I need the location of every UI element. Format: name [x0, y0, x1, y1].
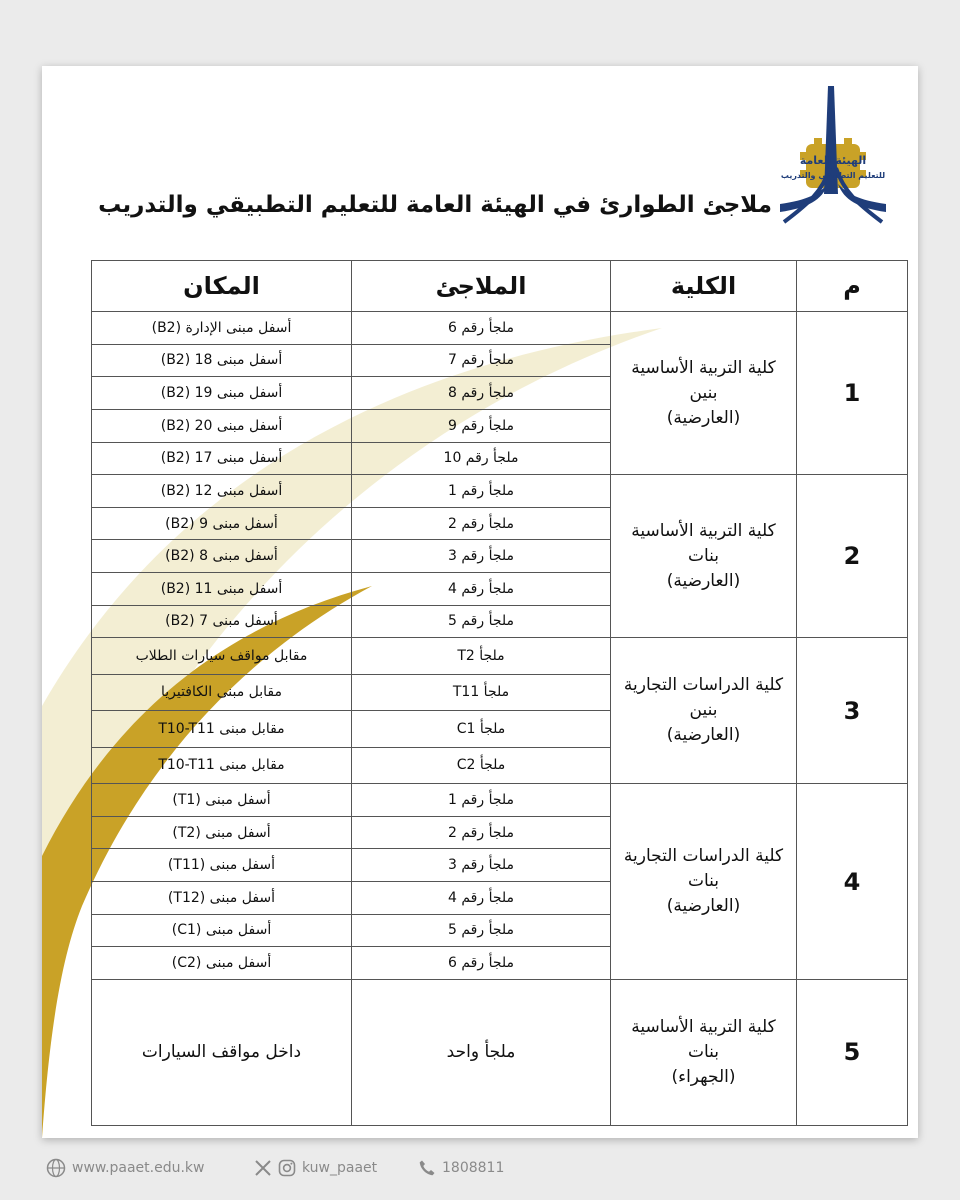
- location-cell: أسفل مبنى الإدارة (B2): [92, 312, 352, 345]
- faculty-cell: [611, 784, 797, 980]
- phone-link[interactable]: [418, 1156, 504, 1180]
- shelter-cell: ملجأ T2: [352, 638, 611, 674]
- location-cell: أسفل مبنى 11 (B2): [92, 573, 352, 606]
- shelter-cell: ملجأ رقم 2: [352, 816, 611, 849]
- shelter-cell: ملجأ رقم 3: [352, 540, 611, 573]
- location-cell: أسفل مبنى 17 (B2): [92, 442, 352, 475]
- faculty-line: بنات: [687, 871, 720, 891]
- location-cell: أسفل مبنى (C1): [92, 914, 352, 947]
- faculty-cell: [611, 638, 797, 784]
- faculty-line: (العارضية): [666, 896, 741, 916]
- faculty-line: بنين: [689, 382, 718, 403]
- faculty-line: (العارضية): [666, 570, 741, 591]
- row-number: 3: [797, 638, 908, 784]
- faculty-line: (العارضية): [666, 725, 741, 746]
- header-faculty: الكلية: [611, 261, 797, 312]
- header-shelter: الملاجئ: [352, 261, 611, 312]
- footer: [46, 1156, 906, 1180]
- faculty-cell: [611, 312, 797, 475]
- row-number: 1: [797, 312, 908, 475]
- table-header-row: [92, 261, 908, 312]
- social-link[interactable]: [254, 1156, 377, 1180]
- location-cell: أسفل مبنى (T1): [92, 784, 352, 817]
- shelter-cell: ملجأ رقم 10: [352, 442, 611, 475]
- location-cell: أسفل مبنى (T11): [92, 849, 352, 882]
- page-title: ملاجئ الطوارئ في الهيئة العامة للتعليم التطبيقي والتدريب: [98, 192, 772, 218]
- paaet-logo-icon: [778, 84, 888, 232]
- location-cell: أسفل مبنى 9 (B2): [92, 507, 352, 540]
- shelter-cell: ملجأ رقم 2: [352, 507, 611, 540]
- header-num: م: [797, 261, 908, 312]
- shelter-cell: ملجأ T11: [352, 674, 611, 710]
- website-link[interactable]: [46, 1156, 205, 1180]
- location-cell: أسفل مبنى 19 (B2): [92, 377, 352, 410]
- globe-icon: [46, 1158, 66, 1178]
- faculty-line: (العارضية): [666, 407, 741, 428]
- svg-text:للتعليم التطبيقي والتدريب: للتعليم التطبيقي والتدريب: [780, 171, 886, 180]
- table-row: [92, 638, 908, 674]
- shelter-cell: ملجأ رقم 3: [352, 849, 611, 882]
- faculty-line: كلية التربية الأساسية: [631, 357, 776, 378]
- shelter-cell: ملجأ رقم 5: [352, 914, 611, 947]
- row-number: 4: [797, 784, 908, 980]
- shelter-cell: ملجأ رقم 1: [352, 784, 611, 817]
- location-cell: أسفل مبنى 20 (B2): [92, 409, 352, 442]
- faculty-line: كلية التربية الأساسية: [631, 1016, 776, 1037]
- location-cell: أسفل مبنى 18 (B2): [92, 344, 352, 377]
- location-cell: داخل مواقف السيارات: [92, 979, 352, 1125]
- location-cell: أسفل مبنى (C2): [92, 947, 352, 980]
- row-number: 5: [797, 979, 908, 1125]
- faculty-line: بنات: [687, 545, 720, 566]
- table-row: [92, 475, 908, 508]
- location-cell: أسفل مبنى 7 (B2): [92, 605, 352, 638]
- location-cell: أسفل مبنى 12 (B2): [92, 475, 352, 508]
- shelter-cell: ملجأ واحد: [352, 979, 611, 1125]
- faculty-cell: [611, 979, 797, 1125]
- faculty-line: كلية الدراسات التجارية: [623, 675, 784, 696]
- table-row: [92, 312, 908, 345]
- shelter-cell: ملجأ رقم 6: [352, 947, 611, 980]
- shelter-cell: ملجأ رقم 4: [352, 882, 611, 915]
- location-cell: أسفل مبنى 8 (B2): [92, 540, 352, 573]
- header-location: المكان: [92, 261, 352, 312]
- faculty-line: كلية الدراسات التجارية: [623, 846, 784, 866]
- faculty-cell: [611, 475, 797, 638]
- table-row: [92, 784, 908, 817]
- shelter-cell: ملجأ رقم 4: [352, 573, 611, 606]
- faculty-line: (الجهراء): [671, 1066, 736, 1087]
- faculty-line: كلية التربية الأساسية: [631, 520, 776, 541]
- location-cell: مقابل مبنى T10-T11: [92, 747, 352, 783]
- instagram-icon: [278, 1159, 296, 1177]
- location-cell: مقابل مبنى T10-T11: [92, 711, 352, 747]
- row-number: 2: [797, 475, 908, 638]
- location-cell: مقابل مبنى الكافتيريا: [92, 674, 352, 710]
- location-cell: أسفل مبنى (T2): [92, 816, 352, 849]
- shelter-cell: ملجأ رقم 7: [352, 344, 611, 377]
- shelter-cell: ملجأ رقم 9: [352, 409, 611, 442]
- shelter-cell: ملجأ رقم 5: [352, 605, 611, 638]
- shelter-cell: ملجأ رقم 6: [352, 312, 611, 345]
- location-cell: مقابل مواقف سيارات الطلاب: [92, 638, 352, 674]
- shelter-cell: ملجأ رقم 8: [352, 377, 611, 410]
- document-card: [42, 66, 918, 1138]
- faculty-line: بنات: [687, 1041, 720, 1062]
- faculty-line: بنين: [689, 700, 718, 721]
- shelter-cell: ملجأ رقم 1: [352, 475, 611, 508]
- shelters-table: [91, 260, 908, 1126]
- location-cell: أسفل مبنى (T12): [92, 882, 352, 915]
- social-text: kuw_paaet: [302, 1160, 378, 1176]
- shelter-cell: ملجأ C1: [352, 711, 611, 747]
- phone-icon: [418, 1159, 436, 1177]
- x-icon: [254, 1159, 272, 1177]
- table-row: [92, 979, 908, 1125]
- svg-text:الهيئة العامة: الهيئة العامة: [799, 154, 867, 167]
- shelter-cell: ملجأ C2: [352, 747, 611, 783]
- website-text: www.paaet.edu.kw: [72, 1160, 205, 1176]
- phone-text: 1808811: [442, 1160, 505, 1176]
